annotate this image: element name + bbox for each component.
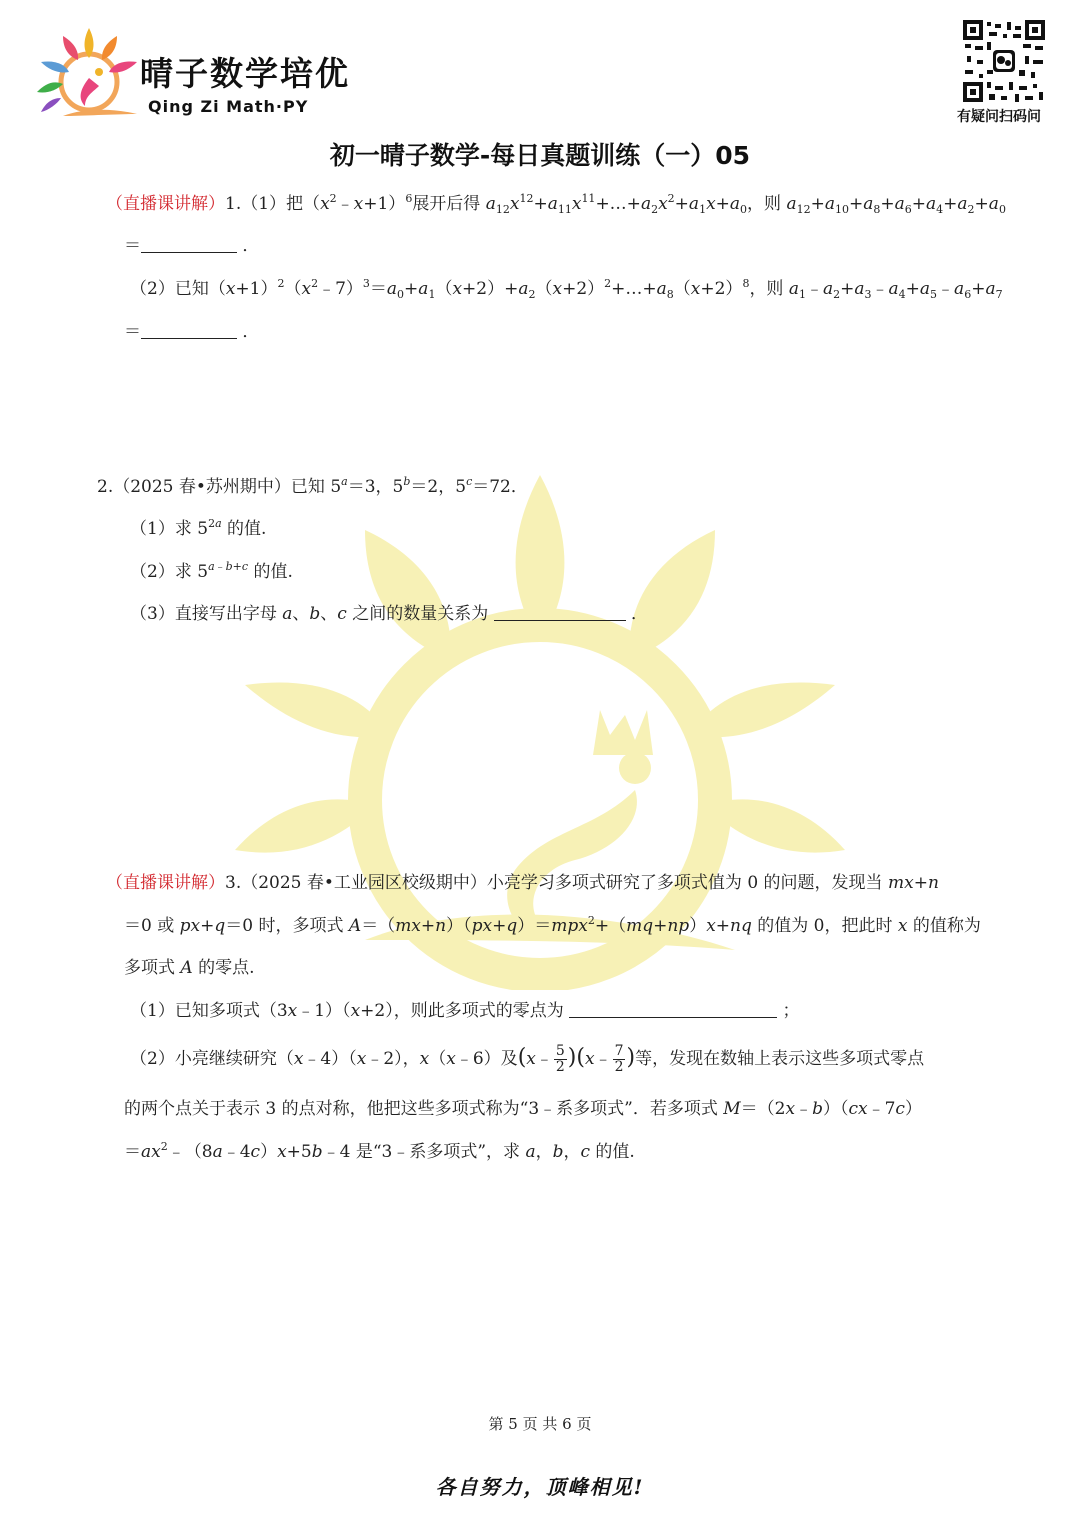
brand-name-en: Qing Zi Math·PY	[148, 97, 309, 116]
q1-answer-1: ＝ ．	[124, 236, 260, 256]
q3-line-1: （直播课讲解）3.（2025 春•工业园区校级期中）小亮学习多项式研究了多项式值为 0 的问题，发现当 mx+n	[106, 873, 939, 893]
brand-name-cn: 晴子数学培优	[140, 54, 350, 93]
q3-line-6: 的两个点关于表示 3 的点对称，他把这些多项式称为“3﹣系多项式”．若多项式 M＝（2x﹣b）（cx﹣7c）	[124, 1099, 922, 1119]
footer-slogan: 各自努力，顶峰相见!	[435, 1475, 645, 1499]
answer-blank[interactable]	[141, 322, 237, 339]
q1-answer-2: ＝ ．	[124, 322, 260, 342]
q3-line-3: 多项式 A 的零点.	[124, 958, 255, 978]
answer-blank[interactable]	[141, 236, 237, 253]
answer-blank[interactable]	[569, 1001, 777, 1018]
q2-part-2: （2）求 $5^{a﹣b+c}$ 的值.	[130, 560, 293, 582]
live-tag: （直播课讲解）	[106, 873, 225, 893]
brand-logo-icon	[33, 22, 141, 122]
live-tag: （直播课讲解）	[106, 194, 225, 214]
qr-code-icon[interactable]	[963, 20, 1045, 102]
page-number: 第 5 页 共 6 页	[488, 1415, 592, 1433]
q2-line-1: 2.（2025 春•苏州期中）已知 $5^a=3$，$5^b=2$，$5^c=72$．	[97, 475, 528, 497]
q1-line-1: （直播课讲解）1.（1）把$(x^2﹣x+1)^6$展开后得 $a_{12}x^{12}+a_{11}x^{11}+\dots+a_2x^2+a_1x+a_0$，则 $a_{12}+a_{10}+a_8+a_6+a_4+a_2+a_0$	[106, 192, 1006, 216]
qr-caption: 有疑问扫码问	[957, 109, 1041, 125]
q2-part-1: （1）求 $5^{2a}$ 的值.	[130, 517, 267, 539]
q3-line-2: ＝0 或 px+q＝0 时，多项式 A＝（mx+n）（px+q）＝mpx$^2$+（mq+np）x+nq 的值为 0，把此时 x 的值称为	[124, 914, 981, 936]
q2-part-3: （3）直接写出字母 a、b、c 之间的数量关系为 ．	[130, 604, 649, 624]
q1-line-2: （2）已知$(x+1)^2(x^2﹣7)^3=a_0+a_1(x+2)+a_2(x+2)^2+\dots+a_8(x+2)^8$，则 $a_1﹣a_2+a_3﹣a_4+a_5﹣a_6+a_7$	[130, 277, 1003, 301]
q3-part-1: （1）已知多项式（3x﹣1）（x+2），则此多项式的零点为 ；	[130, 1001, 800, 1021]
q3-line-7: $=ax^2﹣(8a﹣4c)x+5b﹣4$ 是“3﹣系多项式”，求 a，b，c 的值.	[124, 1140, 635, 1162]
q3-part-2: （2）小亮继续研究（x﹣4）（x﹣2），x（x﹣6）及(x﹣ $\frac{5}{2}$ )(x﹣ $\frac{7}{2}$ )等，发现在数轴上表示这些多项式零点	[130, 1043, 925, 1075]
answer-blank[interactable]	[494, 604, 626, 621]
page-title: 初一晴子数学-每日真题训练（一）05	[329, 141, 751, 170]
watermark-logo	[215, 470, 865, 990]
